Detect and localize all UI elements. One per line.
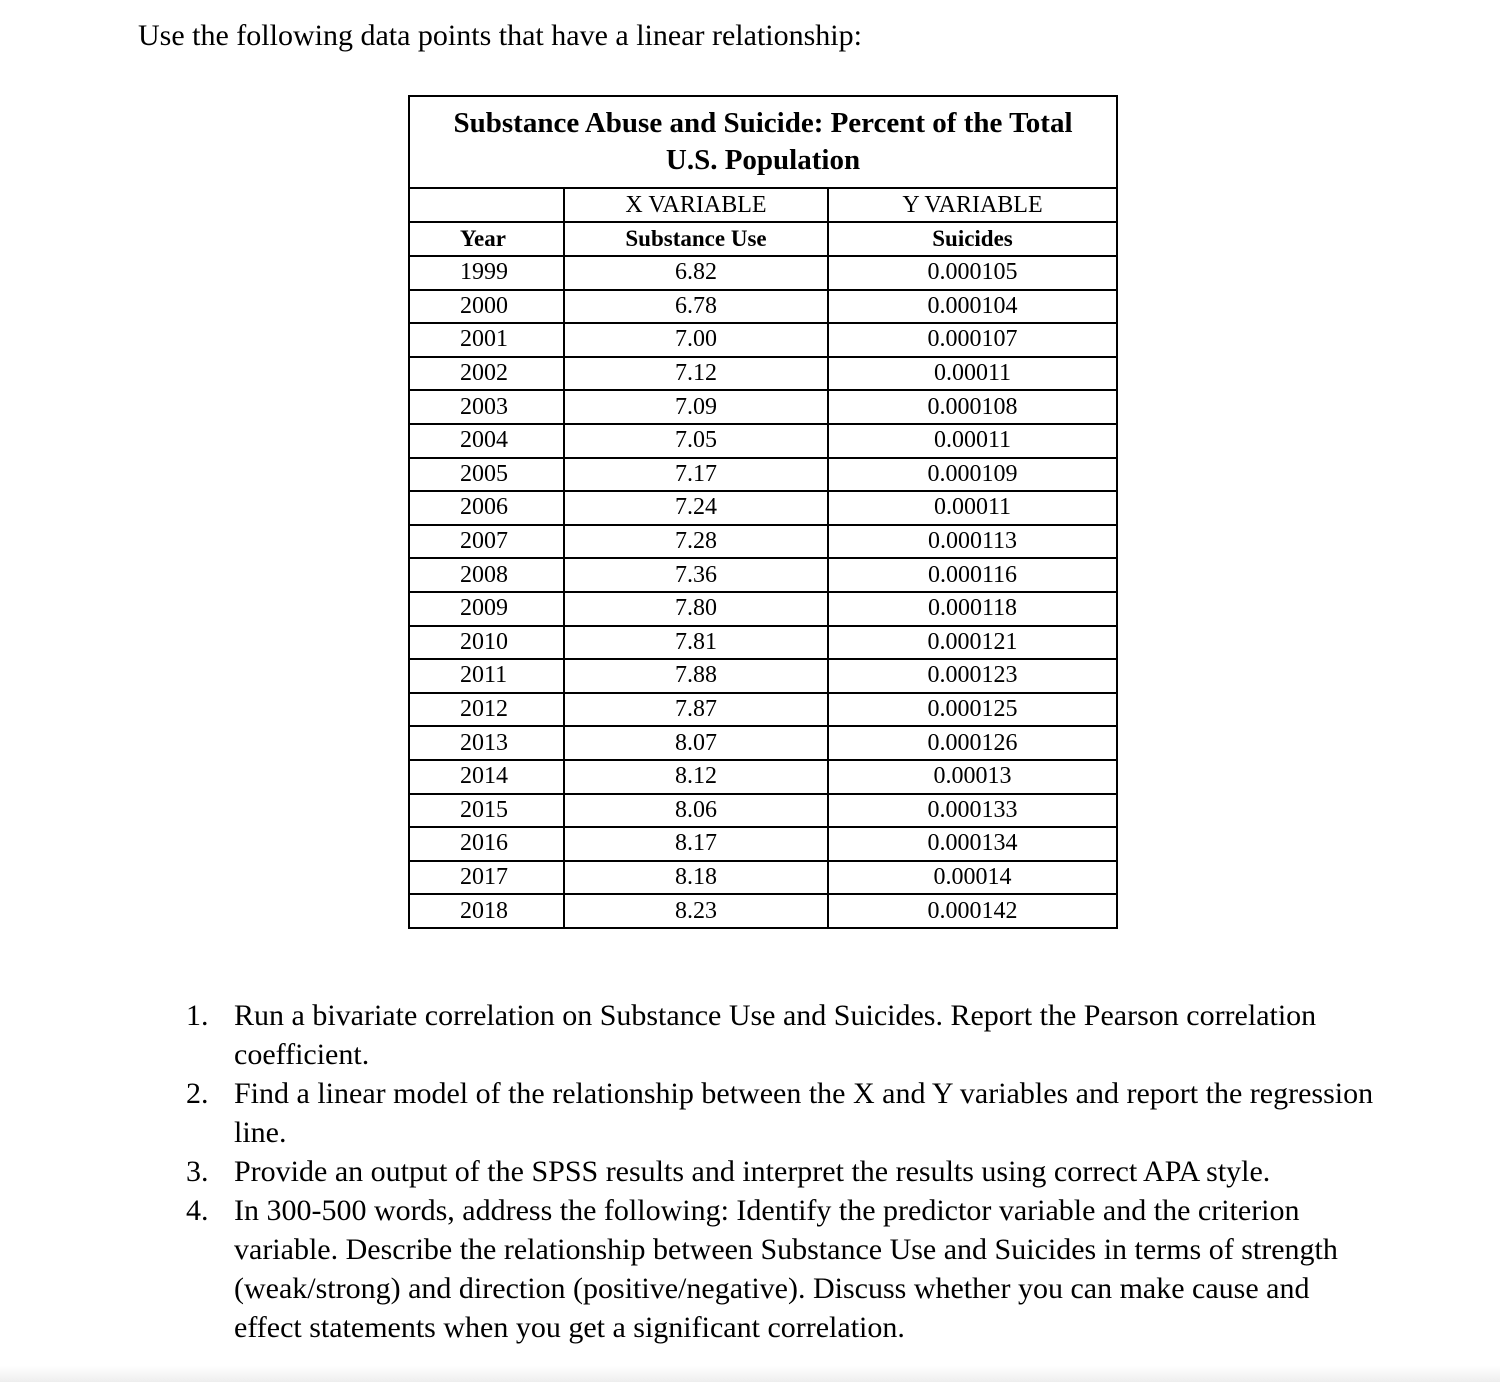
- suicides-cell: 0.000107: [828, 323, 1117, 357]
- suicides-cell: 0.000133: [828, 794, 1117, 828]
- suicides-cell: 0.000125: [828, 693, 1117, 727]
- year-cell: 2010: [409, 626, 564, 660]
- table-row: [409, 861, 1117, 895]
- question-item: [182, 1074, 1377, 1152]
- question-text: In 300-500 words, address the following: Identify the predictor variable and the criterion variable. Describe the relationship between Substance Use and Suicides in terms of strength (weak/strong) and direction (positive/negative). Discuss whether you can make cause and effect statements when you get a significant correlation.: [234, 1194, 1338, 1344]
- substance-use-cell: 8.17: [564, 827, 828, 861]
- substance-use-cell: 6.82: [564, 256, 828, 290]
- question-item: [182, 1152, 1377, 1191]
- substance-use-cell: 8.12: [564, 760, 828, 794]
- question-text: Provide an output of the SPSS results and interpret the results using correct APA style.: [234, 1155, 1271, 1188]
- table-row: [409, 390, 1117, 424]
- substance-use-cell: 8.06: [564, 794, 828, 828]
- year-cell: 2007: [409, 525, 564, 559]
- intro-text: Use the following data points that have a linear relationship:: [138, 19, 862, 52]
- substance-use-cell: 8.18: [564, 861, 828, 895]
- substance-use-cell: 7.88: [564, 659, 828, 693]
- substance-use-cell: 7.24: [564, 491, 828, 525]
- table-row: [409, 659, 1117, 693]
- suicides-cell: 0.000118: [828, 592, 1117, 626]
- suicides-cell: 0.000105: [828, 256, 1117, 290]
- table-title-row: [409, 96, 1117, 188]
- x-variable-label: X VARIABLE: [564, 188, 828, 222]
- year-cell: 2017: [409, 861, 564, 895]
- year-cell: 2015: [409, 794, 564, 828]
- suicides-cell: 0.000123: [828, 659, 1117, 693]
- table-row: [409, 290, 1117, 324]
- year-cell: 1999: [409, 256, 564, 290]
- substance-use-cell: 7.87: [564, 693, 828, 727]
- table-row: [409, 827, 1117, 861]
- table-row: [409, 760, 1117, 794]
- substance-use-cell: 7.05: [564, 424, 828, 458]
- suicides-cell: 0.000116: [828, 558, 1117, 592]
- table-row: [409, 894, 1117, 928]
- table-row: [409, 693, 1117, 727]
- year-cell: 2014: [409, 760, 564, 794]
- question-number: 4.: [186, 1194, 209, 1227]
- year-cell: 2006: [409, 491, 564, 525]
- year-header: Year: [409, 222, 564, 256]
- table-row: [409, 424, 1117, 458]
- year-cell: 2012: [409, 693, 564, 727]
- substance-use-cell: 8.07: [564, 726, 828, 760]
- year-cell: 2009: [409, 592, 564, 626]
- table-row: [409, 357, 1117, 391]
- question-item: [182, 996, 1377, 1074]
- substance-use-cell: 7.28: [564, 525, 828, 559]
- year-cell: 2004: [409, 424, 564, 458]
- table-row: [409, 458, 1117, 492]
- substance-use-cell: 7.80: [564, 592, 828, 626]
- year-cell: 2008: [409, 558, 564, 592]
- year-cell: 2018: [409, 894, 564, 928]
- question-text: Find a linear model of the relationship between the X and Y variables and report the regression line.: [234, 1077, 1374, 1149]
- year-cell: 2003: [409, 390, 564, 424]
- suicides-header: Suicides: [828, 222, 1117, 256]
- suicides-cell: 0.000104: [828, 290, 1117, 324]
- suicides-cell: 0.00011: [828, 357, 1117, 391]
- substance-use-cell: 7.36: [564, 558, 828, 592]
- question-number: 3.: [186, 1155, 209, 1188]
- table-body: [409, 256, 1117, 928]
- suicides-cell: 0.000134: [828, 827, 1117, 861]
- question-text: Run a bivariate correlation on Substance Use and Suicides. Report the Pearson correlation coefficient.: [234, 999, 1317, 1071]
- suicides-cell: 0.00014: [828, 861, 1117, 895]
- substance-use-cell: 7.09: [564, 390, 828, 424]
- table-title-cell: [409, 96, 1117, 188]
- table-row: [409, 491, 1117, 525]
- suicides-cell: 0.000113: [828, 525, 1117, 559]
- data-table: [408, 95, 1118, 929]
- year-cell: 2002: [409, 357, 564, 391]
- suicides-cell: 0.00011: [828, 424, 1117, 458]
- year-cell: 2001: [409, 323, 564, 357]
- year-cell: 2016: [409, 827, 564, 861]
- substance-use-cell: 7.17: [564, 458, 828, 492]
- table-row: [409, 626, 1117, 660]
- year-cell: 2005: [409, 458, 564, 492]
- suicides-cell: 0.000142: [828, 894, 1117, 928]
- variable-row: [409, 188, 1117, 222]
- question-item: [182, 1191, 1377, 1347]
- substance-use-cell: 7.81: [564, 626, 828, 660]
- table-row: [409, 726, 1117, 760]
- table-row: [409, 323, 1117, 357]
- header-row: [409, 222, 1117, 256]
- question-number: 2.: [186, 1077, 209, 1110]
- table-row: [409, 558, 1117, 592]
- suicides-cell: 0.00013: [828, 760, 1117, 794]
- question-number: 1.: [186, 999, 209, 1032]
- substance-use-cell: 8.23: [564, 894, 828, 928]
- table-row: [409, 592, 1117, 626]
- table-row: [409, 525, 1117, 559]
- y-variable-label: Y VARIABLE: [828, 188, 1117, 222]
- year-cell: 2000: [409, 290, 564, 324]
- question-list: [182, 996, 1377, 1347]
- variable-empty-cell: [409, 188, 564, 222]
- substance-use-header: Substance Use: [564, 222, 828, 256]
- table-row: [409, 794, 1117, 828]
- year-cell: 2013: [409, 726, 564, 760]
- suicides-cell: 0.000126: [828, 726, 1117, 760]
- suicides-cell: 0.000121: [828, 626, 1117, 660]
- table-row: [409, 256, 1117, 290]
- substance-use-cell: 7.00: [564, 323, 828, 357]
- substance-use-cell: 7.12: [564, 357, 828, 391]
- suicides-cell: 0.000108: [828, 390, 1117, 424]
- page-bottom-edge: [0, 1366, 1500, 1382]
- year-cell: 2011: [409, 659, 564, 693]
- substance-use-cell: 6.78: [564, 290, 828, 324]
- table-title: Substance Abuse and Suicide: Percent of the Total U.S. Population: [453, 107, 1073, 176]
- suicides-cell: 0.00011: [828, 491, 1117, 525]
- suicides-cell: 0.000109: [828, 458, 1117, 492]
